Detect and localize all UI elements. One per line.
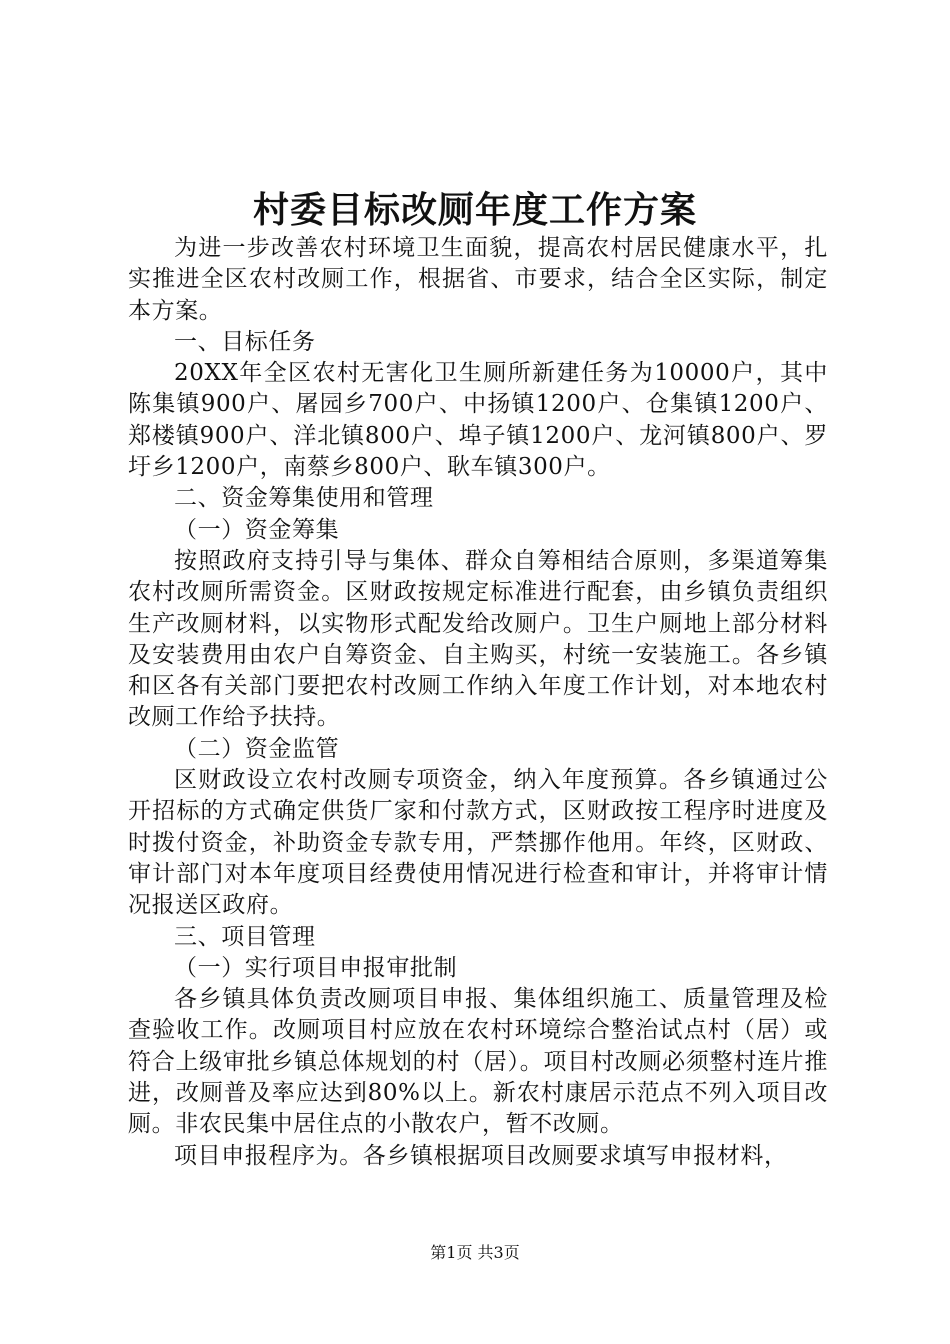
document-body xyxy=(128,233,828,1172)
paragraph-intro: 为进一步改善农村环境卫生面貌，提高农村居民健康水平，扎实推进全区农村改厕工作，根据省、市要求，结合全区实际，制定本方案。 xyxy=(128,235,828,324)
paragraph: 各乡镇具体负责改厕项目申报、集体组织施工、质量管理及检查验收工作。改厕项目村应放在农村环境综合整治试点村（居）或符合上级审批乡镇总体规划的村（居）。项目村改厕必须整村连片推进，改厕普及率应达到80%以上。新农村康居示范点不列入项目改厕。非农民集中居住点的小散农户，暂不改厕。 xyxy=(128,986,828,1138)
section-heading: 三、项目管理 xyxy=(174,923,316,950)
section-heading: 二、资金筹集使用和管理 xyxy=(174,485,434,512)
paragraph: 区财政设立农村改厕专项资金，纳入年度预算。各乡镇通过公开招标的方式确定供货厂家和付款方式，区财政按工程序时进度及时拨付资金，补助资金专款专用，严禁挪作他用。年终，区财政、审计部门对本年度项目经费使用情况进行检查和审计，并将审计情况报送区政府。 xyxy=(128,767,828,919)
section-heading: 一、目标任务 xyxy=(174,328,316,355)
subsection-heading: （一）资金筹集 xyxy=(174,516,340,543)
subsection-heading: （二）资金监管 xyxy=(174,735,340,762)
paragraph: 按照政府支持引导与集体、群众自筹相结合原则，多渠道筹集农村改厕所需资金。区财政按规定标准进行配套，由乡镇负责组织生产改厕材料，以实物形式配发给改厕户。卫生户厕地上部分材料及安装费用由农户自筹资金、自主购买，村统一安装施工。各乡镇和区各有关部门要把农村改厕工作纳入年度工作计划，对本地农村改厕工作给予扶持。 xyxy=(128,547,828,731)
page-footer: 第1页 共3页 xyxy=(430,1243,520,1262)
paragraph: 项目申报程序为。各乡镇根据项目改厕要求填写申报材料， xyxy=(174,1142,788,1169)
document-title: 村委目标改厕年度工作方案 xyxy=(252,189,697,231)
paragraph: 20XX年全区农村无害化卫生厕所新建任务为10000户，其中陈集镇900户、屠园乡700户、中扬镇1200户、仓集镇1200户、郑楼镇900户、洋北镇800户、埠子镇1200户、龙河镇800户、罗圩乡1200户，南蔡乡800户、耿车镇300户。 xyxy=(128,360,828,481)
subsection-heading: （一）实行项目申报审批制 xyxy=(174,954,458,981)
